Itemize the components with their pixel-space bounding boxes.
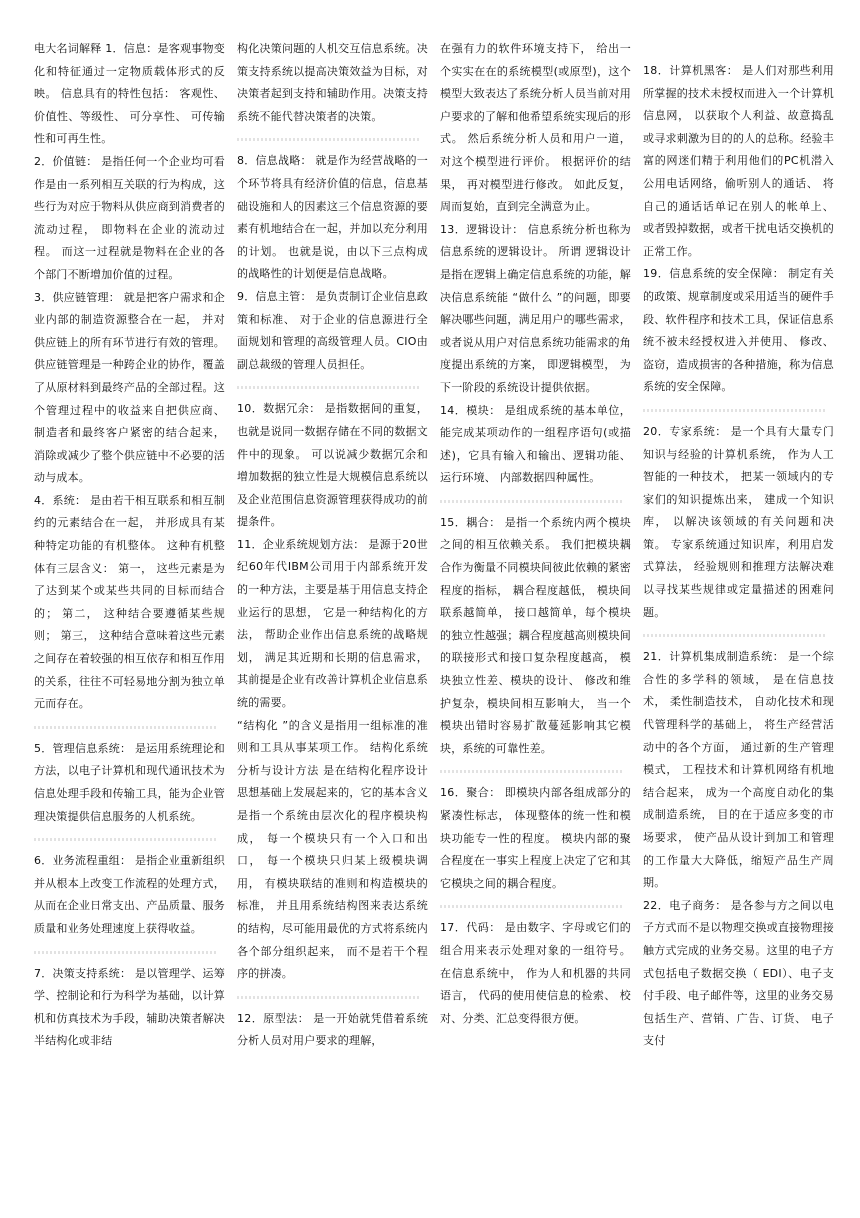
definition-module: 14．模块： 是组成系统的基本单位，能完成某项动作的一组程序语句(或描述)，它具有输入和输出、逻辑功能、 运行环境、 内部数据四种属性。 xyxy=(440,403,631,485)
faded-line xyxy=(34,941,225,963)
definition-information-strategy: 8．信息战略： 就是作为经营战略的一个环节将具有经济价值的信息，信息基础设施和人的因素这三个信息资源的要素有机地结合在一起，并加以充分利用的计划。 也就是说，由以下三点构成的战略性的计划便是信息战略。 xyxy=(237,154,428,281)
definition-supply-chain-management: 3．供应链管理： 就是把客户需求和企业内部的制造资源整合在一起， 并对供应链上的所有环节进行有效的管理。供应链管理是一种跨企业的协作，覆盖了从原材料到最终产品的全部过程。这个管理过程中的收益来自把供应商、 制造者和最终客户紧密的结合起来， 消除或减少了整个供应链中不必要的活动与成本。 xyxy=(34,290,225,485)
document-page xyxy=(34,38,834,1198)
definition-data-redundancy: 10．数据冗余： 是指数据间的重复，也就是说同一数据存储在不同的数据文件中的现象。 可以说减少数据冗余和增加数据的独立性是大规模信息系统以及企业范围信息资源管理获得成功的前提条件。 xyxy=(237,402,428,529)
definition-system: 4．系统： 是由若干相互联系和相互制约的元素结合在一起， 并形成具有某种特定功能的有机整体。 这种有机整体有三层含义： 第一， 这些元素是为了达到某个或某些共同的目标而结合的； 第二， 这种结合要遵循某些规则； 第三， 这种结合意味着这些元素之间存在着较强的相互依存和相互作用的关系，往往不可轻易地分割为独立单元而存在。 xyxy=(34,493,225,711)
column-1 xyxy=(34,38,225,1198)
definition-expert-system: 20．专家系统： 是一个具有大量专门知识与经验的计算机系统， 作为人工智能的一种技术， 把某一领域内的专家们的知识提炼出来， 建成一个知识库， 以解决该领域的有关问题和决策。 专家系统通过知识库，利用启发式算法， 经验规则和推理方法解决难以寻找某些规律或定量描述的困难问题。 xyxy=(643,424,834,619)
definition-mis: 5．管理信息系统： 是运用系统理论和方法，以电子计算机和现代通讯技术为信息处理手段和传输工具，能为企业管理决策提供信息服务的人机系统。 xyxy=(34,741,225,823)
column-3 xyxy=(440,38,631,1198)
definition-hacker: 18．计算机黑客： 是人们对那些利用所掌握的技术未授权而进入一个计算机信息网， 以获取个人利益、故意捣乱或寻求刺激为目的的人的总称。经验丰富的网迷们精于利用他们的PC机潜入公用电话网络，偷听别人的通话、 将自己的通话话单记在别人的帐单上、 或者毁掉数据，或者干扰电话交换机的正常工作。 xyxy=(643,64,834,258)
faded-line xyxy=(34,828,225,850)
faded-line xyxy=(237,986,428,1008)
faded-line xyxy=(643,399,834,421)
definition-dss-cont: 构化决策问题的人机交互信息系统。决策支持系统以提高决策效益为目标，对决策者起到支持和辅助作用。决策支持系统不能代替决策者的决策。 xyxy=(237,42,428,123)
definition-e-commerce: 22．电子商务： 是各参与方之间以电子方式而不是以物理交换或直接物理接触方式完成的业务交易。这里的电子方式包括电子数据交换（ EDI）、电子支付手段、电子邮件等，这里的业务交易包括生产、营销、广告、订货、 电子支付 xyxy=(643,898,834,1048)
faded-line xyxy=(440,895,631,917)
column-4 xyxy=(643,38,834,1198)
definition-bsp: 11．企业系统规划方法： 是源于20世纪60年代IBM公司用于内部系统开发的一种方法，主要是基于用信息支持企业运行的思想， 它是一种结构化的方法， 帮助企业作出信息系统的战略规划， 满足其近期和长期的信息需求， 其前提是企业有改善计算机企业信息系统的需要。 xyxy=(237,537,428,710)
definition-coupling: 15．耦合： 是指一个系统内两个模块之间的相互依赖关系。 我们把模块耦合作为衡量不同模块间彼此依赖的紧密程度的指标， 耦合程度越低， 模块间联系越简单， 接口越简单，每个模块的独立性越强；耦合程度越高则模块间的联接形式和接口复杂程度越高， 模块独立性差、模块的设计、 修改和维护复杂，模块间相互影响大， 当一个模块出错时容易扩散蔓延影响其它模块，系统的可靠性差。 xyxy=(440,515,631,755)
definition-value-chain: 2．价值链： 是指任何一个企业均可看作是由一系列相互关联的行为构成，这些行为对应于物料从供应商到消费者的流动过程， 即物料在企业的流动过程。 而这一过程就是物料在企业的各个部门不断增加价值的过程。 xyxy=(34,154,225,281)
definition-structured: “结构化 ”的含义是指用一组标准的准则和工具从事某项工作。 结构化系统分析与设计方法 是在结构化程序设计思想基础上发展起来的，它的基本含义是指一个系统由层次化的程序模块构成， 每一个模块只有一个入口和出口， 每一个模块只归某上级模块调用， 有模块联结的准则和构造模块的标准， 并且用系统结构图来表达系统的结构，尽可能用最优的方式将系统内各个部分组织起来， 而不是若干个程序的拼凑。 xyxy=(237,718,428,981)
faded-line xyxy=(440,760,631,782)
definition-logical-design: 13．逻辑设计： 信息系统分析也称为信息系统的逻辑设计。 所谓 逻辑设计 是指在逻辑上确定信息系统的功能，解决信息系统能 “做什么 ”的问题，即要解决哪些问题，满足用户的哪些需求， 或者说从用户对信息系统功能需求的角度提出系统的方案， 即逻辑模型， 为下一阶段的系统设计提供依据。 xyxy=(440,222,631,394)
definition-security: 19．信息系统的安全保障： 制定有关的政策、规章制度或采用适当的硬件手段、软件程序和技术工具，保证信息系统不被未经授权进入并使用、 修改、 盗窃，造成损害的各种措施，称为信息系统的安全保障。 xyxy=(643,267,834,394)
definition-prototype-start: 12．原型法： 是一开始就凭借着系统分析人员对用户要求的理解， xyxy=(237,1011,428,1048)
definition-cio: 9．信息主管： 是负责制订企业信息政策和标准、 对于企业的信息源进行全面规划和管理的高级管理人员。CIO由副总裁级的管理人员担任。 xyxy=(237,289,428,371)
definition-cohesion: 16．聚合： 即模块内部各组成部分的紧凑性标志， 体现整体的统一性和模块功能专一性的程度。 模块内部的聚合程度在一事实上程度上决定了它和其它模块之间的耦合程度。 xyxy=(440,786,631,890)
faded-line xyxy=(34,716,225,738)
definition-cims: 21．计算机集成制造系统： 是一个综合性的多学科的领域， 是在信息技术， 柔性制造技术， 自动化技术和现代管理科学的基础上， 将生产经营活动中的各个方面， 通过新的生产管理模式， 工程技术和计算机网络有机地结合起来， 成为一个高度自动化的集成制造系统， 目的在于适应多变的市场要求， 使产品从设计到加工和管理的工作量大大降低，缩短产品生产周期。 xyxy=(643,650,834,890)
faded-line xyxy=(237,128,428,150)
definition-information: 电大名词解释 1．信息：是客观事物变化和特征通过一定物质载体形式的反映。 信息具有的特性包括： 客观性、 价值性、等级性、 可分享性、 可传输性和可再生性。 xyxy=(34,42,225,146)
faded-line xyxy=(237,376,428,398)
column-2 xyxy=(237,38,428,1198)
definition-code: 17．代码： 是由数字、字母或它们的组合用来表示处理对象的一组符号。 在信息系统中， 作为人和机器的共同语言， 代码的使用使信息的检索、 校对、分类、汇总变得很方便。 xyxy=(440,921,631,1025)
faded-line xyxy=(440,490,631,512)
definition-bpr: 6．业务流程重组： 是指企业重新组织并从根本上改变工作流程的处理方式，从而在企业日常支出、产品质量、服务质量和业务处理速度上获得收益。 xyxy=(34,854,225,935)
faded-line xyxy=(643,624,834,646)
definition-prototype-cont: 在强有力的软件环境支持下， 给出一个实实在在的系统模型(或原型)，这个模型大致表达了系统分析人员当前对用户要求的了解和他希望系统实现后的形式。 然后系统分析人员和用户一道， 对这个模型进行评价。 根据评价的结果， 再对模型进行修改。 如此反复， 周而复始，直到完全满意为止。 xyxy=(440,42,631,214)
definition-dss-start: 7．决策支持系统： 是以管理学、运筹学、控制论和行为科学为基础，以计算机和仿真技术为手段，辅助决策者解决半结构化或非结 xyxy=(34,966,225,1048)
